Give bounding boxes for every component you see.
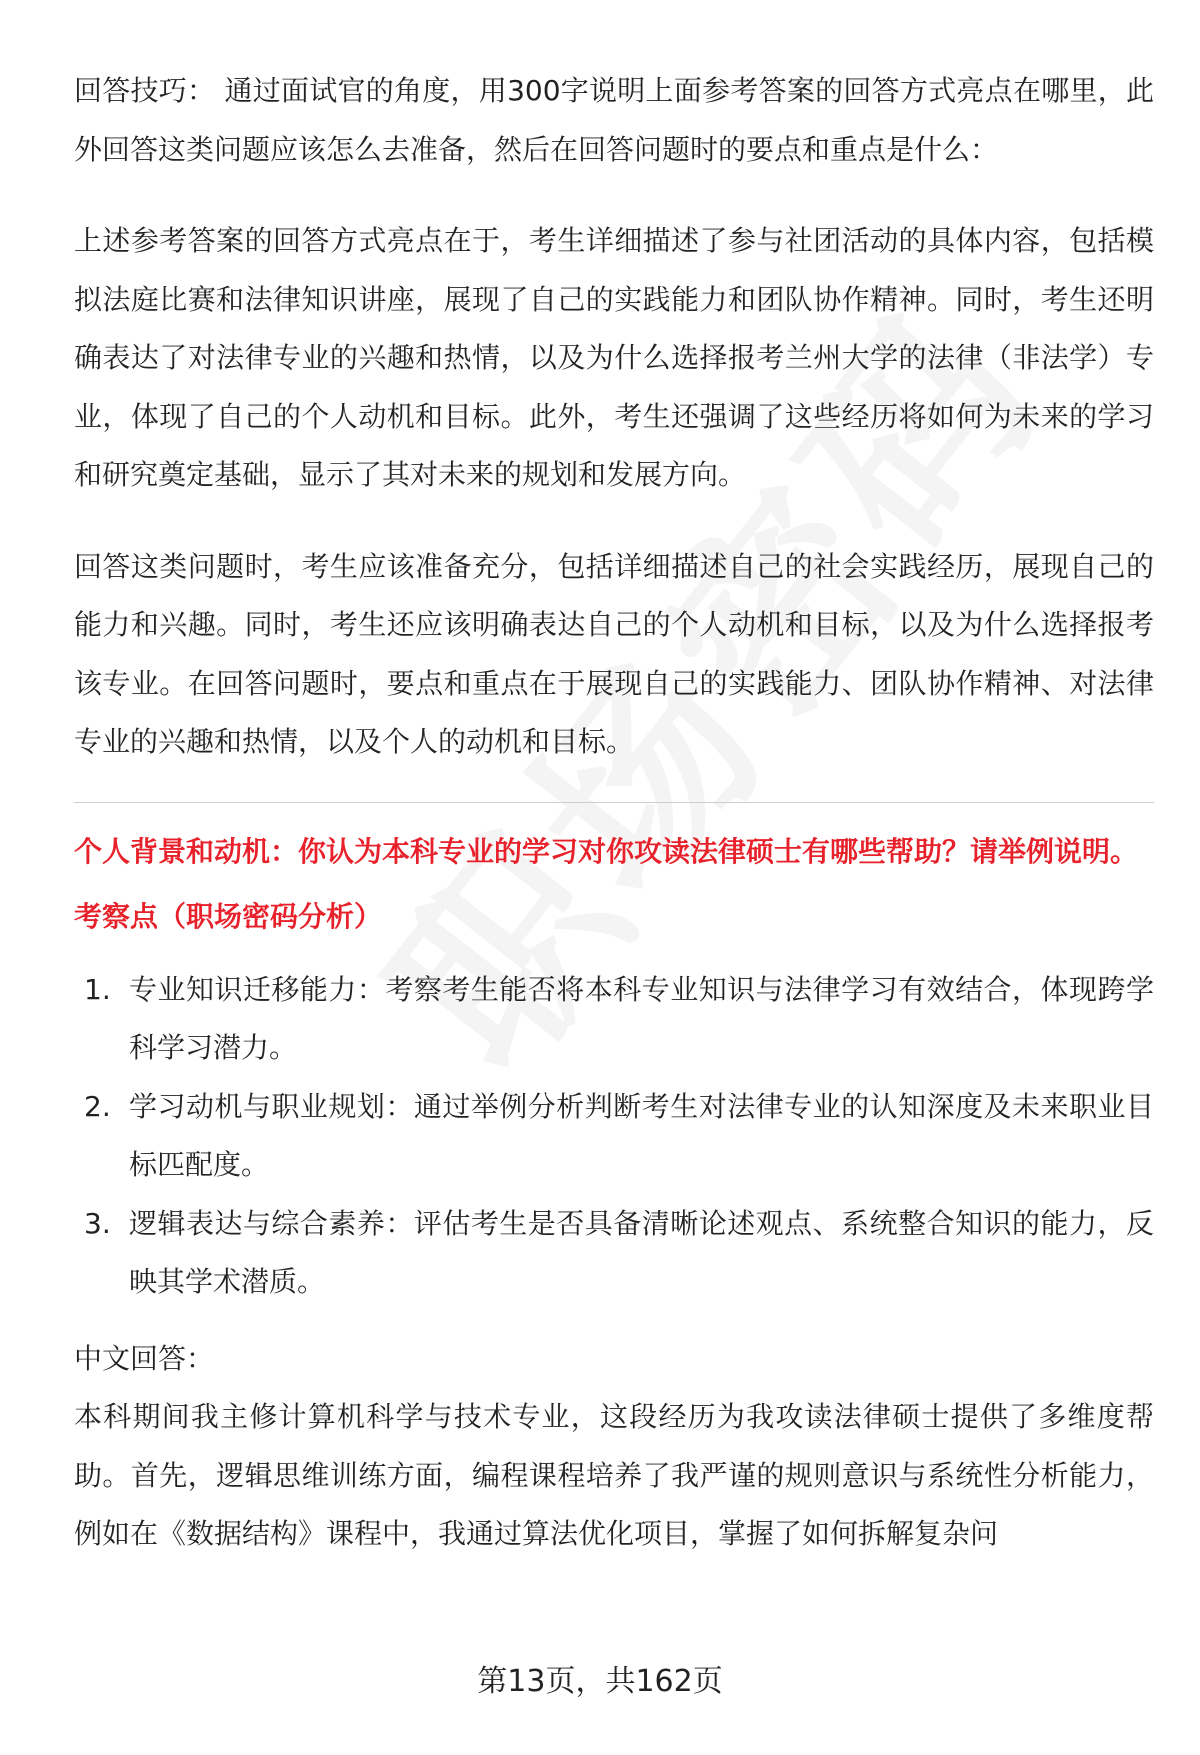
list-item-number: 1.: [84, 972, 111, 1006]
list-item: [74, 1195, 1154, 1312]
list-item-number: 3.: [84, 1206, 111, 1240]
answer-label: 中文回答：: [74, 1341, 215, 1375]
question-title: 个人背景和动机：你认为本科专业的学习对你攻读法律硕士有哪些帮助？请举例说明。: [74, 834, 1139, 868]
list-item-text: 专业知识迁移能力：考察考生能否将本科专业知识与法律学习有效结合，体现跨学科学习潜力。: [129, 972, 1154, 1064]
list-item: [74, 1078, 1154, 1195]
page-number: 第13页，共162页: [477, 1664, 723, 1699]
answer-paragraph: 本科期间我主修计算机科学与技术专业，这段经历为我攻读法律硕士提供了多维度帮助。首先，逻辑思维训练方面，编程课程培养了我严谨的规则意识与系统性分析能力，例如在《数据结构》课程中，我通过算法优化项目，掌握了如何拆解复杂问: [74, 1400, 1154, 1550]
page-content: [74, 62, 1154, 1564]
list-item: [74, 961, 1154, 1078]
preparation-paragraph: 回答这类问题时，考生应该准备充分，包括详细描述自己的社会实践经历，展现自己的能力和兴趣。同时，考生还应该明确表达自己的个人动机和目标，以及为什么选择报考该专业。在回答问题时，要点和重点在于展现自己的实践能力、团队协作精神、对法律专业的兴趣和热情，以及个人的动机和目标。: [74, 549, 1154, 758]
list-item-text: 学习动机与职业规划：通过举例分析判断考生对法律专业的认知深度及未来职业目标匹配度。: [129, 1089, 1154, 1181]
assessment-points-list: [74, 961, 1154, 1312]
list-item-number: 2.: [84, 1089, 111, 1123]
list-item-text: 逻辑表达与综合素养：评估考生是否具备清晰论述观点、系统整合知识的能力，反映其学术潜质。: [129, 1206, 1154, 1298]
highlight-paragraph: 上述参考答案的回答方式亮点在于，考生详细描述了参与社团活动的具体内容，包括模拟法庭比赛和法律知识讲座，展现了自己的实践能力和团队协作精神。同时，考生还明确表达了对法律专业的兴趣和热情，以及为什么选择报考兰州大学的法律（非法学）专业，体现了自己的个人动机和目标。此外，考生还强调了这些经历将如何为未来的学习和研究奠定基础，显示了其对未来的规划和发展方向。: [74, 224, 1154, 491]
answer-tip-paragraph: 回答技巧： 通过面试官的角度，用300字说明上面参考答案的回答方式亮点在哪里，此外回答这类问题应该怎么去准备，然后在回答问题时的要点和重点是什么：: [74, 74, 1154, 166]
assessment-points-title: 考察点（职场密码分析）: [74, 899, 383, 933]
